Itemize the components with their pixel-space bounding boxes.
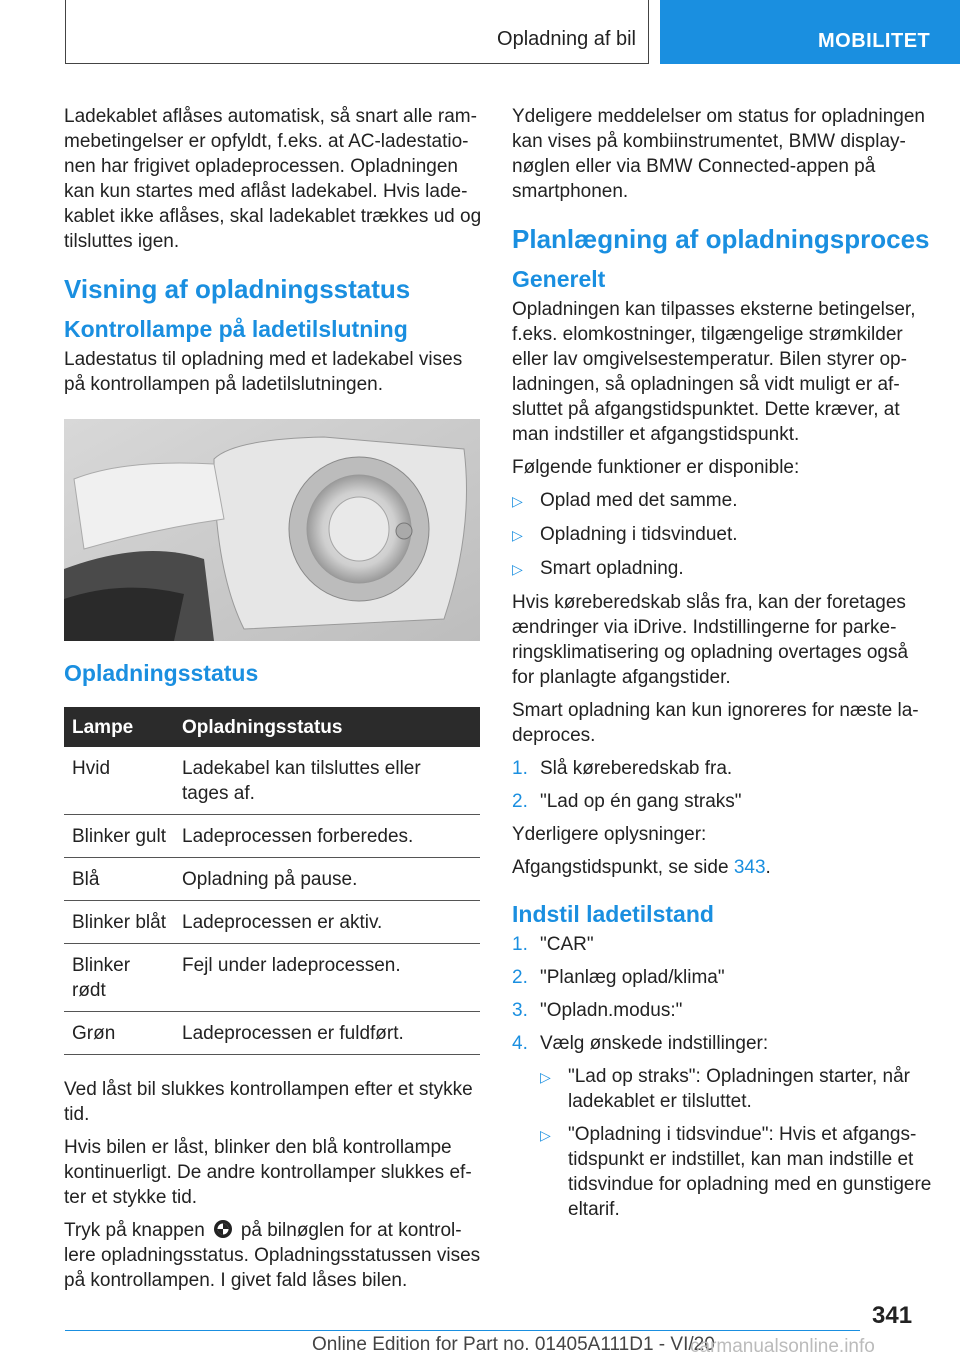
step-text: Vælg ønskede indstillinger: — [540, 1033, 769, 1054]
list-item-text: Oplad med det samme. — [540, 490, 738, 511]
step-item — [512, 998, 932, 1023]
list-item — [512, 488, 932, 514]
heading-charging-status: Opladningsstatus — [64, 660, 259, 686]
heading-indicator-lamp: Kontrollampe på ladetilslutning — [64, 316, 408, 342]
smart-charging-paragraph: Smart opladning kan kun ignoreres for næste ladeproces. — [512, 700, 919, 746]
status-cell: Opladning på pause. — [174, 858, 480, 901]
status-table — [64, 707, 480, 1055]
status-cell: Ladeprocessen er fuldført. — [174, 1012, 480, 1055]
ready-state-paragraph: Hvis køreberedskab slås fra, kan der foretages ændringer via iDrive. Indstillingerne for parkeringsklimatisering og opladning overtages også for planlagte afgangstider. — [512, 592, 909, 688]
reference-text: Afgangstidspunkt, se side — [512, 857, 729, 878]
watermark: carmanualsonline.info — [690, 1336, 875, 1357]
bmw-key-button-icon — [213, 1219, 233, 1239]
reference-line — [512, 855, 932, 880]
further-messages-paragraph: Ydeligere meddelelser om status for opladningen kan vises på kombiinstrumentet, BMW displaynøglen eller via BMW Connected-appen på smartphonen. — [512, 106, 925, 202]
list-item — [540, 1122, 932, 1222]
lamp-cell: Grøn — [64, 1012, 174, 1055]
blinking-lamp-paragraph: Hvis bilen er låst, blinker den blå kontrollampe kontinuerligt. De andre kontrollamper slukkes efter et stykke tid. — [64, 1137, 472, 1208]
step-number: 1. — [512, 758, 528, 779]
edition-text: Online Edition for Part no. 01405A111D1 - VI/20 — [312, 1334, 715, 1355]
step-item — [512, 756, 932, 781]
chapter-tab[interactable]: MOBILITET — [660, 0, 960, 64]
triangle-bullet-icon: ▷ — [540, 1069, 551, 1085]
table-row — [64, 1012, 480, 1055]
table-header-row — [64, 707, 480, 747]
triangle-bullet-icon: ▷ — [512, 561, 523, 577]
step-text: "CAR" — [540, 934, 594, 955]
step-text: Slå køreberedskab fra. — [540, 758, 733, 779]
lamp-cell: Hvid — [64, 747, 174, 815]
step-number: 3. — [512, 1000, 528, 1021]
step-text: "Planlæg oplad/klima" — [540, 967, 725, 988]
step-item — [512, 932, 932, 957]
list-item-text: Smart opladning. — [540, 558, 684, 579]
general-paragraph: Opladningen kan tilpasses eksterne betingelser, f.eks. elomkostninger, tilgængelige strømkilder eller lav omgivelsestemperatur. Bilen styrer opladningen, så opladningen så vidt muligt er afsluttet på afgangstidspunktet. Dette kræver, at man indstiller et afgangstidspunkt. — [512, 299, 916, 445]
key-button-text-end: på bilnøglen for at kontrollere opladningsstatus. Opladningsstatussen vises på kontrollampen. I givet fald låses bilen. — [64, 1220, 481, 1291]
step-item — [512, 1031, 932, 1056]
heading-planning: Planlægning af opladningsproces — [512, 224, 930, 254]
left-column — [64, 104, 482, 1301]
list-item — [512, 556, 932, 582]
column-header-status: Opladningsstatus — [174, 707, 480, 747]
triangle-bullet-icon: ▷ — [512, 493, 523, 509]
list-item — [512, 522, 932, 548]
step-text: "Opladn.modus:" — [540, 1000, 683, 1021]
intro-paragraph: Ladekablet aflåses automatisk, så snart alle rammebetingelser er opfyldt, f.eks. at AC-ladestationen har frigivet opladeprocessen. Opladningen kan kun startes med aflåst ladekabel. Hvis ladekablet ikke aflåses, skal ladekablet trækkes ud og tilsluttes igen. — [64, 106, 482, 252]
table-row — [64, 858, 480, 901]
step-number: 2. — [512, 791, 528, 812]
right-column — [512, 104, 932, 1230]
step-number: 4. — [512, 1033, 528, 1054]
step-item — [512, 965, 932, 990]
table-row — [64, 747, 480, 815]
list-item-text: "Lad op straks": Opladningen starter, når ladekablet er tilsluttet. — [568, 1066, 910, 1112]
step-text: "Lad op én gang straks" — [540, 791, 742, 812]
list-item-text: Opladning i tidsvinduet. — [540, 524, 738, 545]
list-item-text: "Opladning i tidsvindue": Hvis et afgangstidspunkt er indstillet, kan man indstille et tidsvindue for opladning med en gunstigere eltarif. — [568, 1124, 932, 1220]
key-button-paragraph — [64, 1218, 482, 1293]
heading-charge-status-display: Visning af opladningsstatus — [64, 274, 411, 304]
table-row — [64, 815, 480, 858]
lamp-cell: Blå — [64, 858, 174, 901]
step-number: 2. — [512, 967, 528, 988]
page-reference-link[interactable]: 343 — [733, 857, 766, 878]
triangle-bullet-icon: ▷ — [540, 1127, 551, 1143]
triangle-bullet-icon: ▷ — [512, 527, 523, 543]
locked-car-paragraph: Ved låst bil slukkes kontrollampen efter et stykke tid. — [64, 1079, 473, 1125]
status-cell: Ladekabel kan tilsluttes eller tages af. — [174, 747, 480, 815]
functions-intro: Følgende funktioner er disponible: — [512, 457, 800, 478]
lamp-cell: Blinker rødt — [64, 944, 174, 1012]
status-cell: Fejl under ladeprocessen. — [174, 944, 480, 1012]
step-item — [512, 789, 932, 814]
footer-divider — [65, 1330, 860, 1331]
table-row — [64, 901, 480, 944]
reference-end: . — [765, 857, 771, 878]
charging-socket-photo — [64, 419, 480, 641]
table-row — [64, 944, 480, 1012]
key-button-text-start: Tryk på knappen — [64, 1220, 205, 1241]
page-number: 341 — [872, 1302, 913, 1329]
lamp-description: Ladestatus til opladning med et ladekabel vises på kontrollampen på ladetilslutningen. — [64, 349, 463, 395]
lamp-cell: Blinker gult — [64, 815, 174, 858]
status-cell: Ladeprocessen er aktiv. — [174, 901, 480, 944]
heading-set-charge-mode: Indstil ladetilstand — [512, 901, 714, 927]
section-title: Opladning af bil — [497, 28, 636, 50]
lamp-cell: Blinker blåt — [64, 901, 174, 944]
status-cell: Ladeprocessen forberedes. — [174, 815, 480, 858]
column-header-lamp: Lampe — [64, 707, 174, 747]
list-item — [540, 1064, 932, 1114]
step-number: 1. — [512, 934, 528, 955]
more-info-label: Yderligere oplysninger: — [512, 824, 707, 845]
heading-general: Generelt — [512, 266, 606, 292]
